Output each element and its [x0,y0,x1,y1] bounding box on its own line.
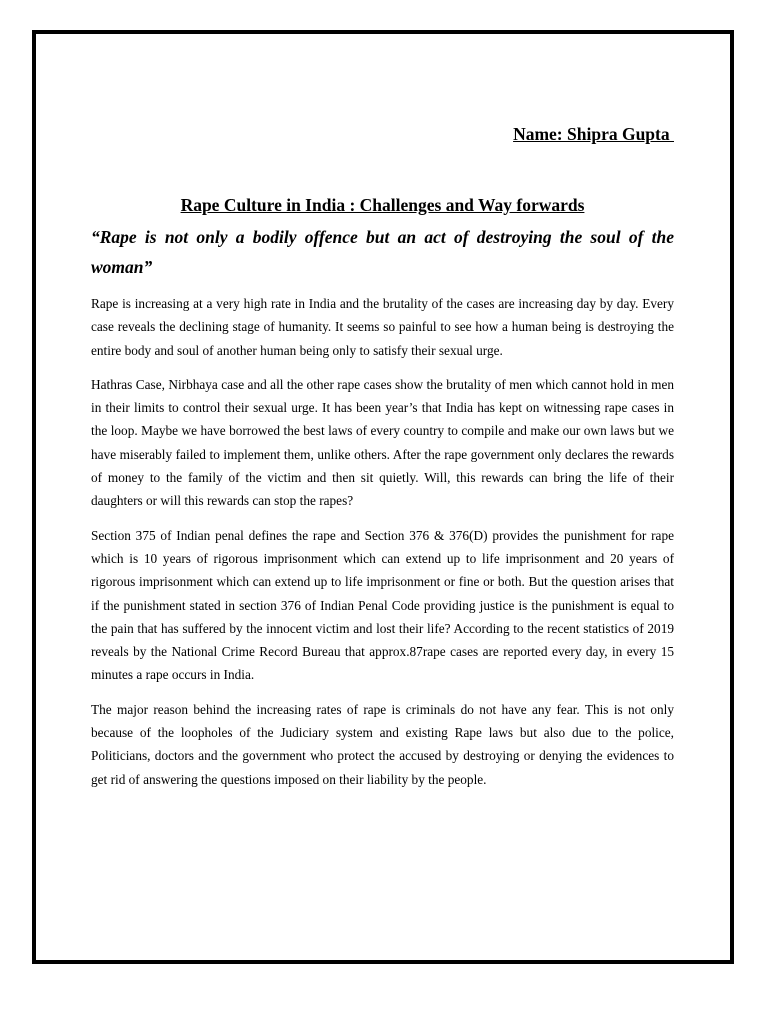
document-title: Rape Culture in India : Challenges and Way forwards [180,195,585,215]
paragraph-2: Hathras Case, Nirbhaya case and all the other rape cases show the brutality of men which cannot hold in men in their limits to control their sexual urge. It has been year’s that India has kept on witnessing rape cases in the loop. Maybe we have borrowed the best laws of every country to compile and make our own laws but we have miserably failed to implement them, unlike others. After the rape government only declares the rewards of money to the family of the victim and then sit quietly. Will, this rewards can bring the life of their daughters or will this rewards can stop the rapes? [91,376,674,509]
paragraph-1: Rape is increasing at a very high rate in India and the brutality of the cases are increasing day by day. Every case reveals the declining stage of humanity. It seems so painful to see how a human being is destroying the entire body and soul of another human being only to satisfy their sexual urge. [91,296,674,358]
paragraph-4: The major reason behind the increasing rates of rape is criminals do not have any fear. This is not only because of the loopholes of the Judiciary system and existing Rape laws but also due to the police, Politicians, doctors and the government who protect the accused by destroying or denying the evidences to get rid of answering the questions imposed on their liability by the people. [91,701,674,787]
author-name: Name: Shipra Gupta [513,124,674,144]
document-body [91,120,674,802]
paragraph-3: Section 375 of Indian penal defines the rape and Section 376 & 376(D) provides the punishment for rape which is 10 years of rigorous imprisonment which can extend up to life imprisonment and 20 years of rigorous imprisonment which can extend up to life imprisonment or fine or both. But the question arises that if the punishment stated in section 376 of Indian Penal Code providing justice is the punishment is equal to the pain that has suffered by the innocent victim and lost their life? According to the recent statistics of 2019 reveals by the National Crime Record Bureau that approx.87rape cases are reported every day, in every 15 minutes a rape occurs in India. [91,527,674,683]
epigraph-quote: “Rape is not only a bodily offence but an act of destroying the soul of the woman” [91,227,674,277]
